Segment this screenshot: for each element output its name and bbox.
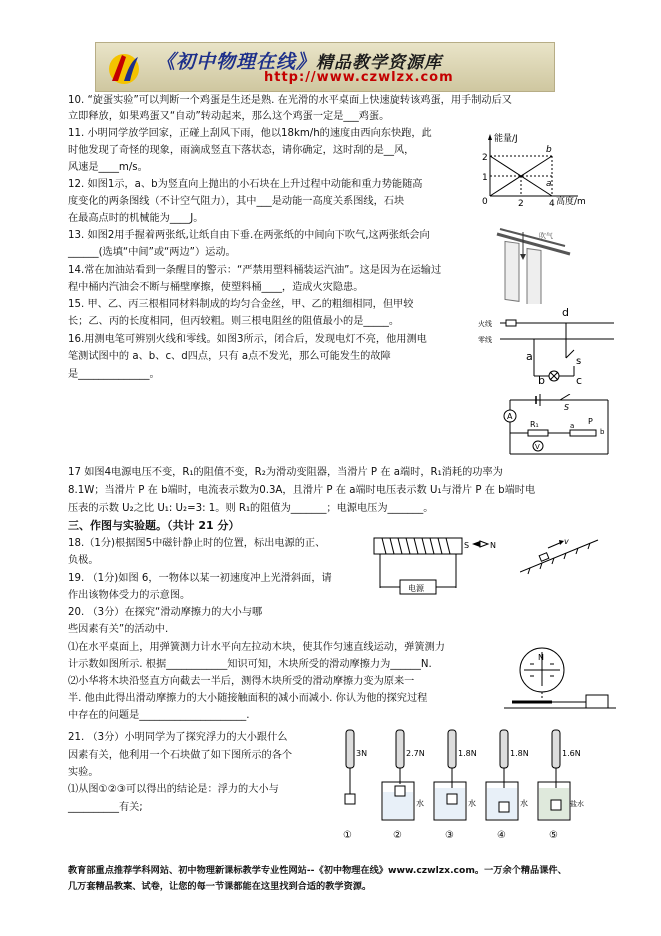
banner-url[interactable]: http://www.czwlzx.com [264, 70, 454, 85]
setup-3 [434, 730, 477, 841]
reading-5: 1.6N [562, 749, 581, 758]
footer-line1: 教育部重点推荐学科网站、初中物理新课标教学专业性网站--《初中物理在线》www.czwlzx.com。一万余个精品课件、 [68, 865, 567, 876]
end-a-label: a [570, 422, 575, 430]
site-banner [95, 42, 555, 92]
q15-line1: 15. 甲、乙、丙三根相同材料制成的均匀合金丝，甲、乙的粗细相同，但甲较 [68, 299, 414, 310]
graph-tick-1: 1 [482, 173, 488, 183]
setup-4 [486, 730, 529, 841]
num-1: ① [343, 830, 352, 841]
q13-line1: 13. 如图2用手握着两张纸,让纸自由下垂.在两张纸的中间向下吹气,这两张纸会向 [68, 230, 430, 241]
point-d: d [562, 306, 569, 319]
q19-line1: 19. （1分)如图 6，一物体以某一初速度冲上光滑斜面，请 [68, 573, 332, 584]
energy-height-graph [478, 130, 593, 210]
q14-line2: 程中桶内汽油会不断与桶壁摩擦，使塑料桶____，造成火灾隐患。 [68, 282, 364, 293]
graph-tick-0: 0 [482, 197, 488, 207]
q13-line2: ______(选填“中间”或“两边”）运动。 [68, 247, 236, 258]
section-title: 三、作图与实验题。（共计 21 分） [68, 519, 240, 532]
voltmeter-label: V [535, 443, 540, 451]
q20-line4: 计示数如图所示. 根据____________知识可知，木块所受的滑动摩擦力为______N. [68, 659, 432, 670]
q20-line3: ⑴在水平桌面上，用弹簧测力计水平向左拉动木块，使其作匀速直线运动，弹簧测力 [68, 642, 445, 653]
num-3: ③ [445, 830, 454, 841]
switch-label: S [564, 403, 570, 412]
q17-line2: 8.1W；当滑片 P 在 b端时，电流表示数为0.3A，且滑片 P 在 a端时电压表示数 U₁与滑片 P 在 b端时电 [68, 485, 536, 496]
site-logo-icon [104, 47, 144, 87]
graph-xtick-4: 4 [549, 199, 555, 209]
q18-line2: 负极。 [68, 555, 99, 566]
q21-line3: 实验。 [68, 767, 99, 778]
graph-xtick-2: 2 [518, 199, 524, 209]
q18-line1: 18.（1分)根据图5中磁针静止时的位置，标出电源的正、 [68, 538, 326, 549]
ammeter-label: A [507, 412, 513, 421]
q19-line2: 作出该物体受力的示意图。 [68, 590, 191, 601]
q12-line1: 12. 如图1示，a、b为竖直向上抛出的小石块在上升过程中动能和重力势能随高 [68, 179, 423, 190]
reading-4: 1.8N [510, 749, 529, 758]
point-c: c [576, 374, 583, 386]
setup-5 [538, 730, 584, 841]
q17-line3: 压表的示数 U₂之比 U₁: U₂=3: 1。则 R₁的阻值为_______；电源电压为_______。 [68, 503, 434, 514]
q14-line1: 14.常在加油站看到一条醒目的警示：“严禁用塑料桶装运汽油”。这是因为在运输过 [68, 265, 442, 276]
q16-line3: 是______________。 [68, 369, 160, 380]
q20-line6: 半. 他由此得出滑动摩擦力的大小随接触面积的减小而减小. 你认为他的探究过程 [68, 693, 428, 704]
reading-2: 2.7N [406, 749, 425, 758]
q17-line1: 17 如图4电源电压不变，R₁的阻值不变，R₂为滑动变阻器，当滑片 P 在 a端时，R₁消耗的功率为 [68, 467, 503, 478]
graph-label-a: a [546, 179, 552, 189]
velocity-label: v [564, 537, 569, 546]
rheostat-circuit [500, 394, 620, 462]
graph-label-b: b [546, 145, 552, 155]
footer-line2: 几万套精品教案、试卷，让您的每一节课都能在这里找到合适的教学资源。 [68, 881, 372, 892]
num-4: ④ [497, 830, 506, 841]
q12-line3: 在最高点时的机械能为____J。 [68, 213, 204, 224]
q15-line2: 长；乙、丙的长度相同，但丙较粗。则三根电阻丝的阻值最小的是_____。 [68, 316, 400, 327]
end-b-label: b [600, 428, 605, 436]
q21-line1: 21. （3分）小明同学为了探究浮力的大小跟什么 [68, 732, 288, 743]
scale-unit-n: N [538, 653, 544, 662]
graph-tick-2: 2 [482, 153, 488, 163]
q21-line2: 因素有关，他利用一个石块做了如下图所示的各个 [68, 750, 293, 761]
liquid-3: 水 [468, 799, 476, 808]
q21-line5: __________有关; [68, 802, 143, 813]
q16-line2: 笔测试图中的 a、b、c、d四点，只有 a点不发光，那么可能发生的故障 [68, 351, 391, 362]
q20-line1: 20. （3分）在探究“滑动摩擦力的大小与哪 [68, 607, 263, 618]
reading-1: 3N [356, 749, 368, 758]
household-circuit [478, 306, 618, 386]
two-papers-figure [495, 226, 575, 304]
slider-p-label: P [588, 417, 593, 426]
q11-line3: 风速是____m/s。 [68, 162, 148, 173]
setup-2 [382, 730, 425, 841]
banner-subtitle: 精品教学资源库 [316, 53, 443, 73]
blow-label: 吹气 [539, 232, 553, 240]
spring-scale-figure [494, 640, 624, 718]
liquid-2: 水 [416, 799, 424, 808]
electromagnet-figure [370, 532, 498, 604]
liquid-4: 水 [520, 799, 528, 808]
buoyancy-figure [330, 726, 600, 846]
point-b: b [538, 374, 545, 386]
pole-n: N [490, 541, 496, 550]
banner-title: 《初中物理在线》精品教学资源库 [156, 51, 443, 73]
liquid-5: 盐水 [570, 800, 584, 808]
reading-3: 1.8N [458, 749, 477, 758]
graph-ylabel: 能量/J [494, 134, 518, 144]
q16-line1: 16.用测电笔可辨别火线和零线。如图3所示，闭合后，发现电灯不亮，他用测电 [68, 334, 427, 345]
r1-label: R₁ [530, 420, 539, 429]
point-a: a [526, 350, 533, 363]
num-2: ② [393, 830, 402, 841]
power-label: 电源 [408, 584, 424, 593]
q21-line4: ⑴从图①②③可以得出的结论是：浮力的大小与 [68, 784, 279, 795]
num-5: ⑤ [549, 830, 558, 841]
q12-line2: 度变化的两条图线（不计空气阻力），其中___是动能一高度关系图线，石块 [68, 196, 405, 207]
neutral-wire-label: 零线 [478, 336, 492, 344]
graph-xlabel: 高度/m [556, 197, 586, 207]
q10-line2: 立即释放，如果鸡蛋又“自动”转动起来，那么这个鸡蛋一定是___鸡蛋。 [68, 111, 390, 122]
pole-s: S [464, 541, 470, 550]
incline-figure [520, 536, 600, 576]
live-wire-label: 火线 [478, 320, 492, 328]
q10-line1: 10. “旋蛋实验”可以判断一个鸡蛋是生还是熟. 在光滑的水平桌面上快速旋转该鸡蛋，用手制动后又 [68, 95, 512, 106]
q20-line2: 些因素有关”的活动中. [68, 624, 169, 635]
setup-1 [343, 730, 367, 841]
q11-line2: 时他发现了奇怪的现象，雨滴成竖直下落状态，请你确定，这时刮的是__风， [68, 145, 415, 156]
q20-line7: 中存在的问题是_____________________. [68, 710, 250, 721]
switch-s: s [576, 356, 582, 367]
q11-line1: 11. 小明同学放学回家，正碰上刮风下雨，他以18km/h的速度由西向东快跑，此 [68, 128, 432, 139]
q20-line5: ⑵小华将木块沿竖直方向截去一半后，测得木块所受的滑动摩擦力变为原来一 [68, 676, 415, 687]
